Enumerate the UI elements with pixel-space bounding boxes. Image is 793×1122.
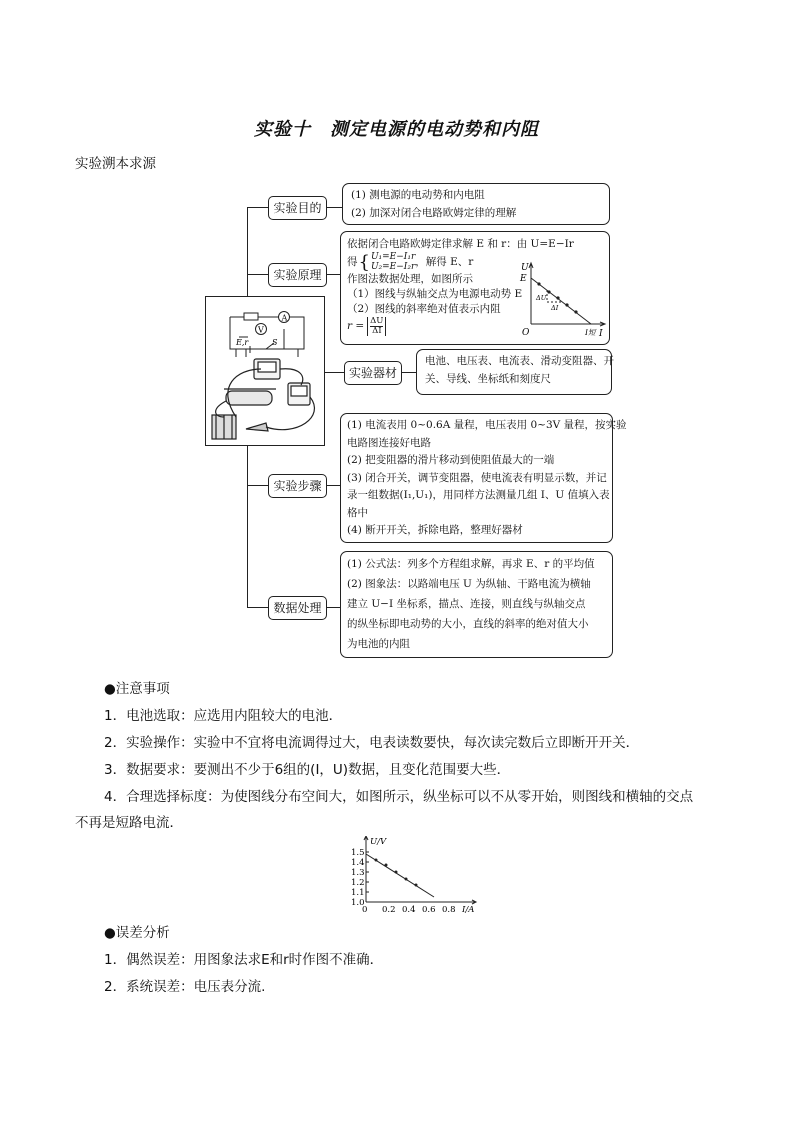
connector-line <box>325 274 340 275</box>
label-steps: 实验步骤 <box>268 474 327 498</box>
equipment-item: 电池、电压表、电流表、滑动变阻器、开 <box>425 355 614 367</box>
data-line: 为电池的内阻 <box>347 638 410 650</box>
branch-line <box>247 485 269 486</box>
branch-line <box>247 607 269 608</box>
principle-line: 作图法数据处理，如图所示 <box>347 273 473 285</box>
svg-text:ΔU: ΔU <box>536 294 547 302</box>
fraction-denominator: ΔI <box>372 326 382 336</box>
data-line: 建立 U−I 坐标系，描点、连接，则直线与纵轴交点 <box>347 598 586 610</box>
y-tick-label: 1.0 <box>351 898 365 908</box>
y-tick-label: 1.4 <box>351 858 365 868</box>
apparatus-illustration <box>205 296 325 446</box>
data-line: (2) 图象法：以路端电压 U 为纵轴、干路电流为横轴 <box>347 578 591 590</box>
step-line: 格中 <box>347 506 368 519</box>
data-point <box>375 859 378 862</box>
principle-line: （1）图线与纵轴交点为电源电动势 E <box>347 288 523 300</box>
principle-line: 依据闭合电路欧姆定律求解 E 和 r：由 U=E−Ir <box>347 238 574 250</box>
errors-heading: ●误差分析 <box>104 925 170 941</box>
step-line: (3) 闭合开关，调节变阻器，使电流表有明显示数，并记 <box>347 471 607 484</box>
connector-line <box>325 607 340 608</box>
battery-label: E,r <box>236 338 249 347</box>
voltmeter-label: V <box>258 325 264 335</box>
purpose-item: (1) 测电源的电动势和内电阻 <box>351 189 485 201</box>
connector-line <box>325 207 342 208</box>
brace-icon: { <box>358 251 370 273</box>
principle-line: ，解得 E、r <box>415 255 474 268</box>
data-line: 的纵坐标即电动势的大小，直线的斜率的绝对值大小 <box>347 618 589 630</box>
connector-line <box>400 372 416 373</box>
data-line: (1) 公式法：列多个方程组求解，再求 E、r 的平均值 <box>347 558 595 570</box>
apparatus-drawing <box>212 359 314 439</box>
section-subtitle: 实验溯本求源 <box>75 156 156 172</box>
y-tick-label: 1.1 <box>351 888 365 898</box>
purpose-box <box>342 183 610 225</box>
label-equipment: 实验器材 <box>344 361 402 385</box>
svg-text:ΔI: ΔI <box>551 304 559 312</box>
page-title: 实验十 测定电源的电动势和内阻 <box>254 119 539 140</box>
data-processing-box <box>340 551 613 658</box>
branch-line <box>247 274 269 275</box>
y-tick-label: 1.5 <box>351 848 365 858</box>
voltmeter-symbol <box>256 324 267 335</box>
ammeter-label: A <box>281 313 288 323</box>
y-tick-label: 1.3 <box>351 868 365 878</box>
ammeter-symbol <box>279 312 290 323</box>
svg-text:I短: I短 <box>585 328 596 337</box>
equation-2: U₂=E−I₂r <box>370 262 416 272</box>
data-point <box>405 878 408 881</box>
note-item: 不再是短路电流． <box>75 815 183 831</box>
ui-chart <box>340 836 480 914</box>
x-tick-label: 0.8 <box>442 905 456 914</box>
y-axis-label: U/V <box>370 837 387 847</box>
error-item: 2．系统误差：电压表分流. <box>104 979 266 995</box>
principle-line: （2）图线的斜率绝对值表示内阻 <box>347 303 501 315</box>
step-line: (2) 把变阻器的滑片移动到使阻值最大的一端 <box>347 454 555 466</box>
resistance-formula: r = $\frac{\Delta U}{\Delta I}$ <box>347 317 603 336</box>
branch-line <box>323 372 345 373</box>
steps-box <box>340 413 627 543</box>
label-data: 数据处理 <box>268 596 327 620</box>
note-item: 1．电池选取：应选用内阻较大的电池． <box>104 708 343 724</box>
fraction-numerator: ΔU <box>370 316 384 326</box>
notes-heading: ●注意事项 <box>104 681 170 697</box>
svg-text:U: U <box>521 263 529 273</box>
x-tick-label: 0.2 <box>382 905 396 914</box>
svg-text:O: O <box>522 328 530 338</box>
label-principle: 实验原理 <box>268 263 327 287</box>
data-point <box>395 871 398 874</box>
branch-line <box>247 207 269 208</box>
equation-1: U₁=E−I₁r <box>370 252 416 262</box>
step-line: (4) 断开开关，拆除电路，整理好器材 <box>347 524 523 536</box>
purpose-item: (2) 加深对闭合电路欧姆定律的理解 <box>351 206 517 219</box>
note-item: 4．合理选择标度：为使图线分布空间大，如图所示，纵坐标可以不从零开始，则图线和横轴的交点 <box>104 789 694 805</box>
data-point <box>415 884 418 887</box>
principle-ui-graph <box>519 260 609 340</box>
connector-line <box>325 485 340 486</box>
label-purpose: 实验目的 <box>268 196 327 220</box>
principle-box <box>340 231 610 345</box>
y-tick-label: 1.2 <box>351 878 365 888</box>
step-line: (1) 电流表用 0~0.6A 量程，电压表用 0~3V 量程，按实验 <box>347 419 627 431</box>
equipment-box <box>416 349 612 395</box>
svg-text:E: E <box>520 274 527 284</box>
step-line: 录一组数据(I₁,U₁)，用同样方法测量几组 I、U 值填入表 <box>347 489 610 501</box>
principle-line: 得 <box>347 255 358 268</box>
x-tick-label: 0 <box>362 905 368 914</box>
step-line: 电路图连接好电路 <box>347 436 431 449</box>
error-item: 1．偶然误差：用图象法求E和r时作图不准确． <box>104 952 384 968</box>
x-tick-label: 0.4 <box>402 905 416 914</box>
switch-label: S <box>272 338 278 347</box>
note-item: 2．实验操作：实验中不宜将电流调得过大，电表读数要快，每次读完数后立即断开开关． <box>104 735 640 751</box>
x-axis-label: I/A <box>462 905 475 914</box>
data-point <box>385 864 388 867</box>
svg-text:I: I <box>599 329 603 339</box>
x-tick-label: 0.6 <box>422 905 436 914</box>
note-item: 3．数据要求：要测出不少于6组的(I，U)数据，且变化范围要大些． <box>104 762 511 778</box>
equipment-item: 关、导线、坐标纸和刻度尺 <box>425 372 551 385</box>
